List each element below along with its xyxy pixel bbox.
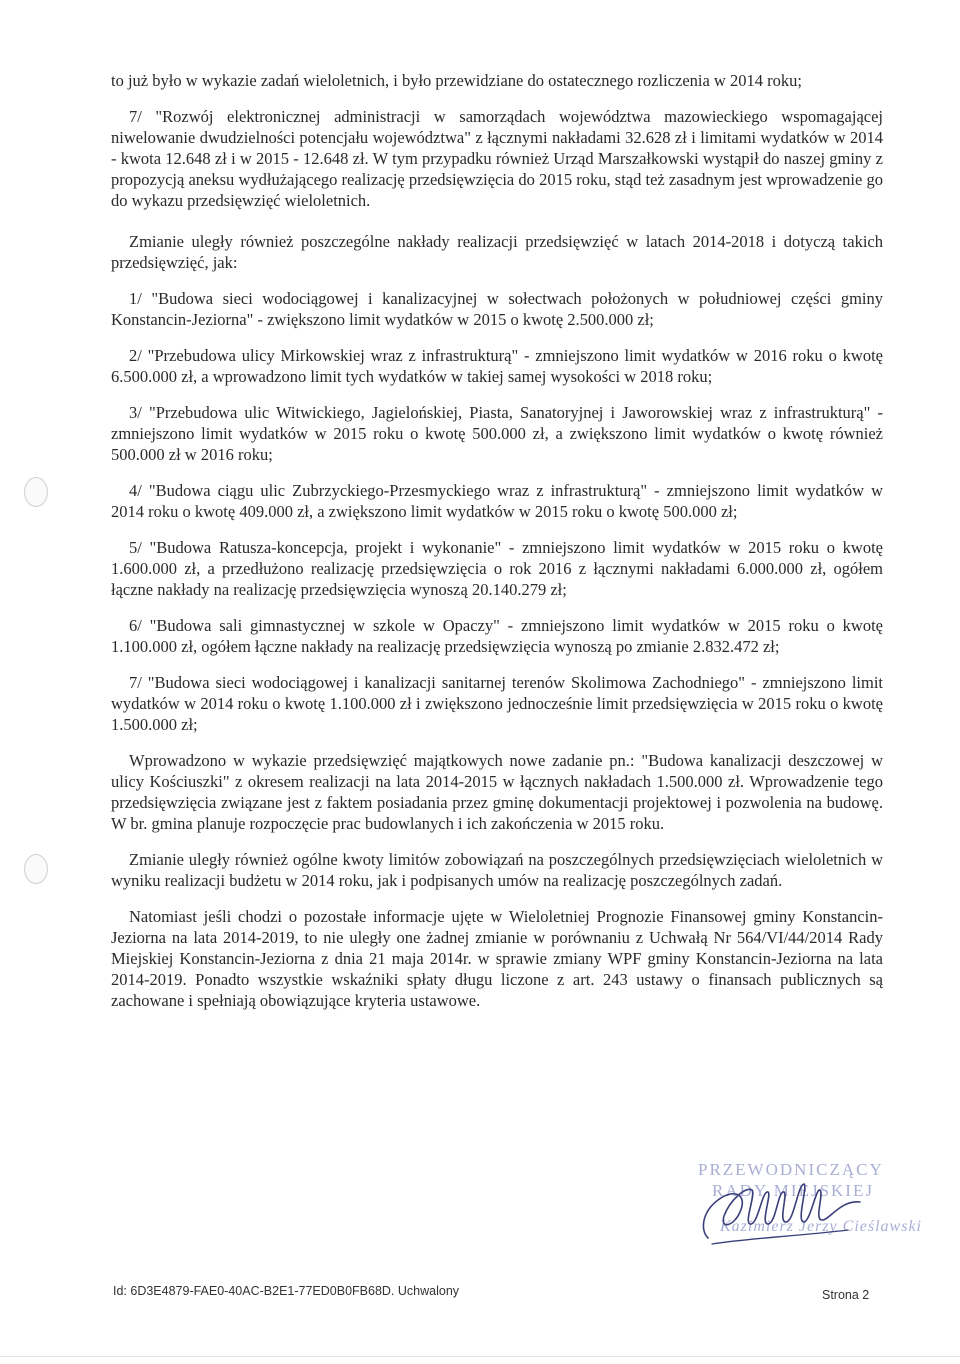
paragraph-item-2-mirkowska: 2/ "Przebudowa ulicy Mirkowskiej wraz z infrastrukturą" - zmniejszono limit wydatków w 2016 roku o kwotę 6.500.000 zł, a wprowadzono limit tych wydatków w takiej samej wysokości w 2018 roku; bbox=[111, 346, 883, 386]
paragraph-item-1-wodociagi: 1/ "Budowa sieci wodociągowej i kanalizacyjnej w sołectwach położonych w południowej części gminy Konstancin-Jeziorna" - zwiększono limit wydatków w 2015 o kwotę 2.500.000 zł; bbox=[111, 289, 883, 329]
punch-hole-bottom bbox=[24, 854, 48, 884]
bottom-edge-divider bbox=[0, 1356, 960, 1357]
stamp-title: PRZEWODNICZĄCY bbox=[698, 1160, 884, 1179]
document-id-footer: Id: 6D3E4879-FAE0-40AC-B2E1-77ED0B0FB68D. Uchwalony bbox=[113, 1284, 460, 1298]
chairman-stamp bbox=[690, 1160, 922, 1250]
paragraph-changes-intro: Zmianie uległy również poszczególne nakłady realizacji przedsięwzięć w latach 2014-2018 i dotyczą takich przedsięwzięć, jak: bbox=[111, 232, 883, 272]
paragraph-new-task: Wprowadzono w wykazie przedsięwzięć majątkowych nowe zadanie pn.: "Budowa kanalizacji deszczowej w ulicy Kościuszki" z okresem realizacji na lata 2014-2015 w łącznych nakładach 1.500.000 zł. Wprowadzenie tego przedsięwzięcia związane jest z faktem posiadania przez gminę dokumentacji projektowej i pozwolenia na budowę. W br. gmina planuje rozpoczęcie prac budowlanych i ich zakończenia w 2015 roku. bbox=[111, 751, 883, 833]
paragraph-limits: Zmianie uległy również ogólne kwoty limitów zobowiązań na poszczególnych przedsięwzięciach wieloletnich w wyniku realizacji budżetu w 2014 roku, jak i podpisanych umów na realizację poszczególnych zadań. bbox=[111, 850, 883, 890]
paragraph-item-7-rozwoj: 7/ "Rozwój elektronicznej administracji w samorządach województwa mazowieckiego wspomagającej niwelowanie dwudzielności potencjału województwa" z łącznymi nakładami 32.628 zł i limitami wydatków w 2014 - kwota 12.648 zł i w 2015 - 12.648 zł. W tym przypadku również Urząd Marszałkowski wystąpił do naszej gminy z propozycją aneksu wydłużającego realizację przedsięwzięcia do 2015 roku, stąd też zasadnym jest wprowadzenie go do wykazu przedsięwzięć wieloletnich. bbox=[111, 107, 883, 210]
stamp-name: Kazimierz Jerzy Cieślawski bbox=[720, 1218, 922, 1235]
punch-hole-top bbox=[24, 477, 48, 507]
paragraph-item-3-witwickiego: 3/ "Przebudowa ulic Witwickiego, Jagielońskiej, Piasta, Sanatoryjnej i Jaworowskiej wraz z infrastrukturą" - zmniejszono limit wydatków w 2015 roku o kwotę 500.000 zł, a zwiększono limit wydatków o kwotę również 500.000 zł w 2016 roku; bbox=[111, 403, 883, 464]
document-body bbox=[111, 70, 883, 1026]
stamp-council: RADY MIEJSKIEJ bbox=[712, 1181, 874, 1200]
paragraph-conclusion: Natomiast jeśli chodzi o pozostałe informacje ujęte w Wieloletniej Prognozie Finansowej gminy Konstancin-Jeziorna na lata 2014-2019, to nie uległy one żadnej zmianie w porównaniu z Uchwałą Nr 564/VI/44/2014 Rady Miejskiej Konstancin-Jeziorna z dnia 21 maja 2014r. w sprawie zmiany WPF gminy Konstancin-Jeziorna na lata 2014-2019. Ponadto wszystkie wskaźniki spłaty długu liczone z art. 243 ustawy o finansach publicznych są zachowane i spełniają obowiązujące kryteria ustawowe. bbox=[111, 907, 883, 1010]
paragraph-item-6-sala: 6/ "Budowa sali gimnastycznej w szkole w Opaczy" - zmniejszono limit wydatków w 2015 roku o kwotę 1.100.000 zł, ogółem łączne nakłady na realizację przedsięwzięcia wynoszą po zmianie 2.832.472 zł; bbox=[111, 616, 883, 656]
paragraph-continuation: to już było w wykazie zadań wieloletnich, i było przewidziane do ostatecznego rozliczenia w 2014 roku; bbox=[111, 71, 802, 90]
paragraph-item-7-skolimow: 7/ "Budowa sieci wodociągowej i kanalizacji sanitarnej terenów Skolimowa Zachodniego" - zmniejszono limit wydatków w 2014 roku o kwotę 1.100.000 zł i zwiększono jednocześnie limit przedsięwzięcia w 2015 roku o kwotę 1.500.000 zł; bbox=[111, 673, 883, 734]
page-number: Strona 2 bbox=[822, 1288, 870, 1302]
signature-icon bbox=[690, 1160, 890, 1250]
paragraph-item-5-ratusz: 5/ "Budowa Ratusza-koncepcja, projekt i wykonanie" - zmniejszono limit wydatków w 2015 roku o kwotę 1.600.000 zł, a przedłużono realizację przedsięwzięcia o rok 2016 z łącznymi nakładami 6.000.000 zł, ogółem łączne nakłady na realizację przedsięwzięcia wynoszą 20.140.279 zł; bbox=[111, 538, 883, 599]
paragraph-item-4-zubrzyckiego: 4/ "Budowa ciągu ulic Zubrzyckiego-Przesmyckiego wraz z infrastrukturą" - zmniejszono limit wydatków w 2014 roku o kwotę 409.000 zł, a zwiększono limit wydatków w 2015 roku o kwotę 500.000 zł; bbox=[111, 481, 883, 521]
